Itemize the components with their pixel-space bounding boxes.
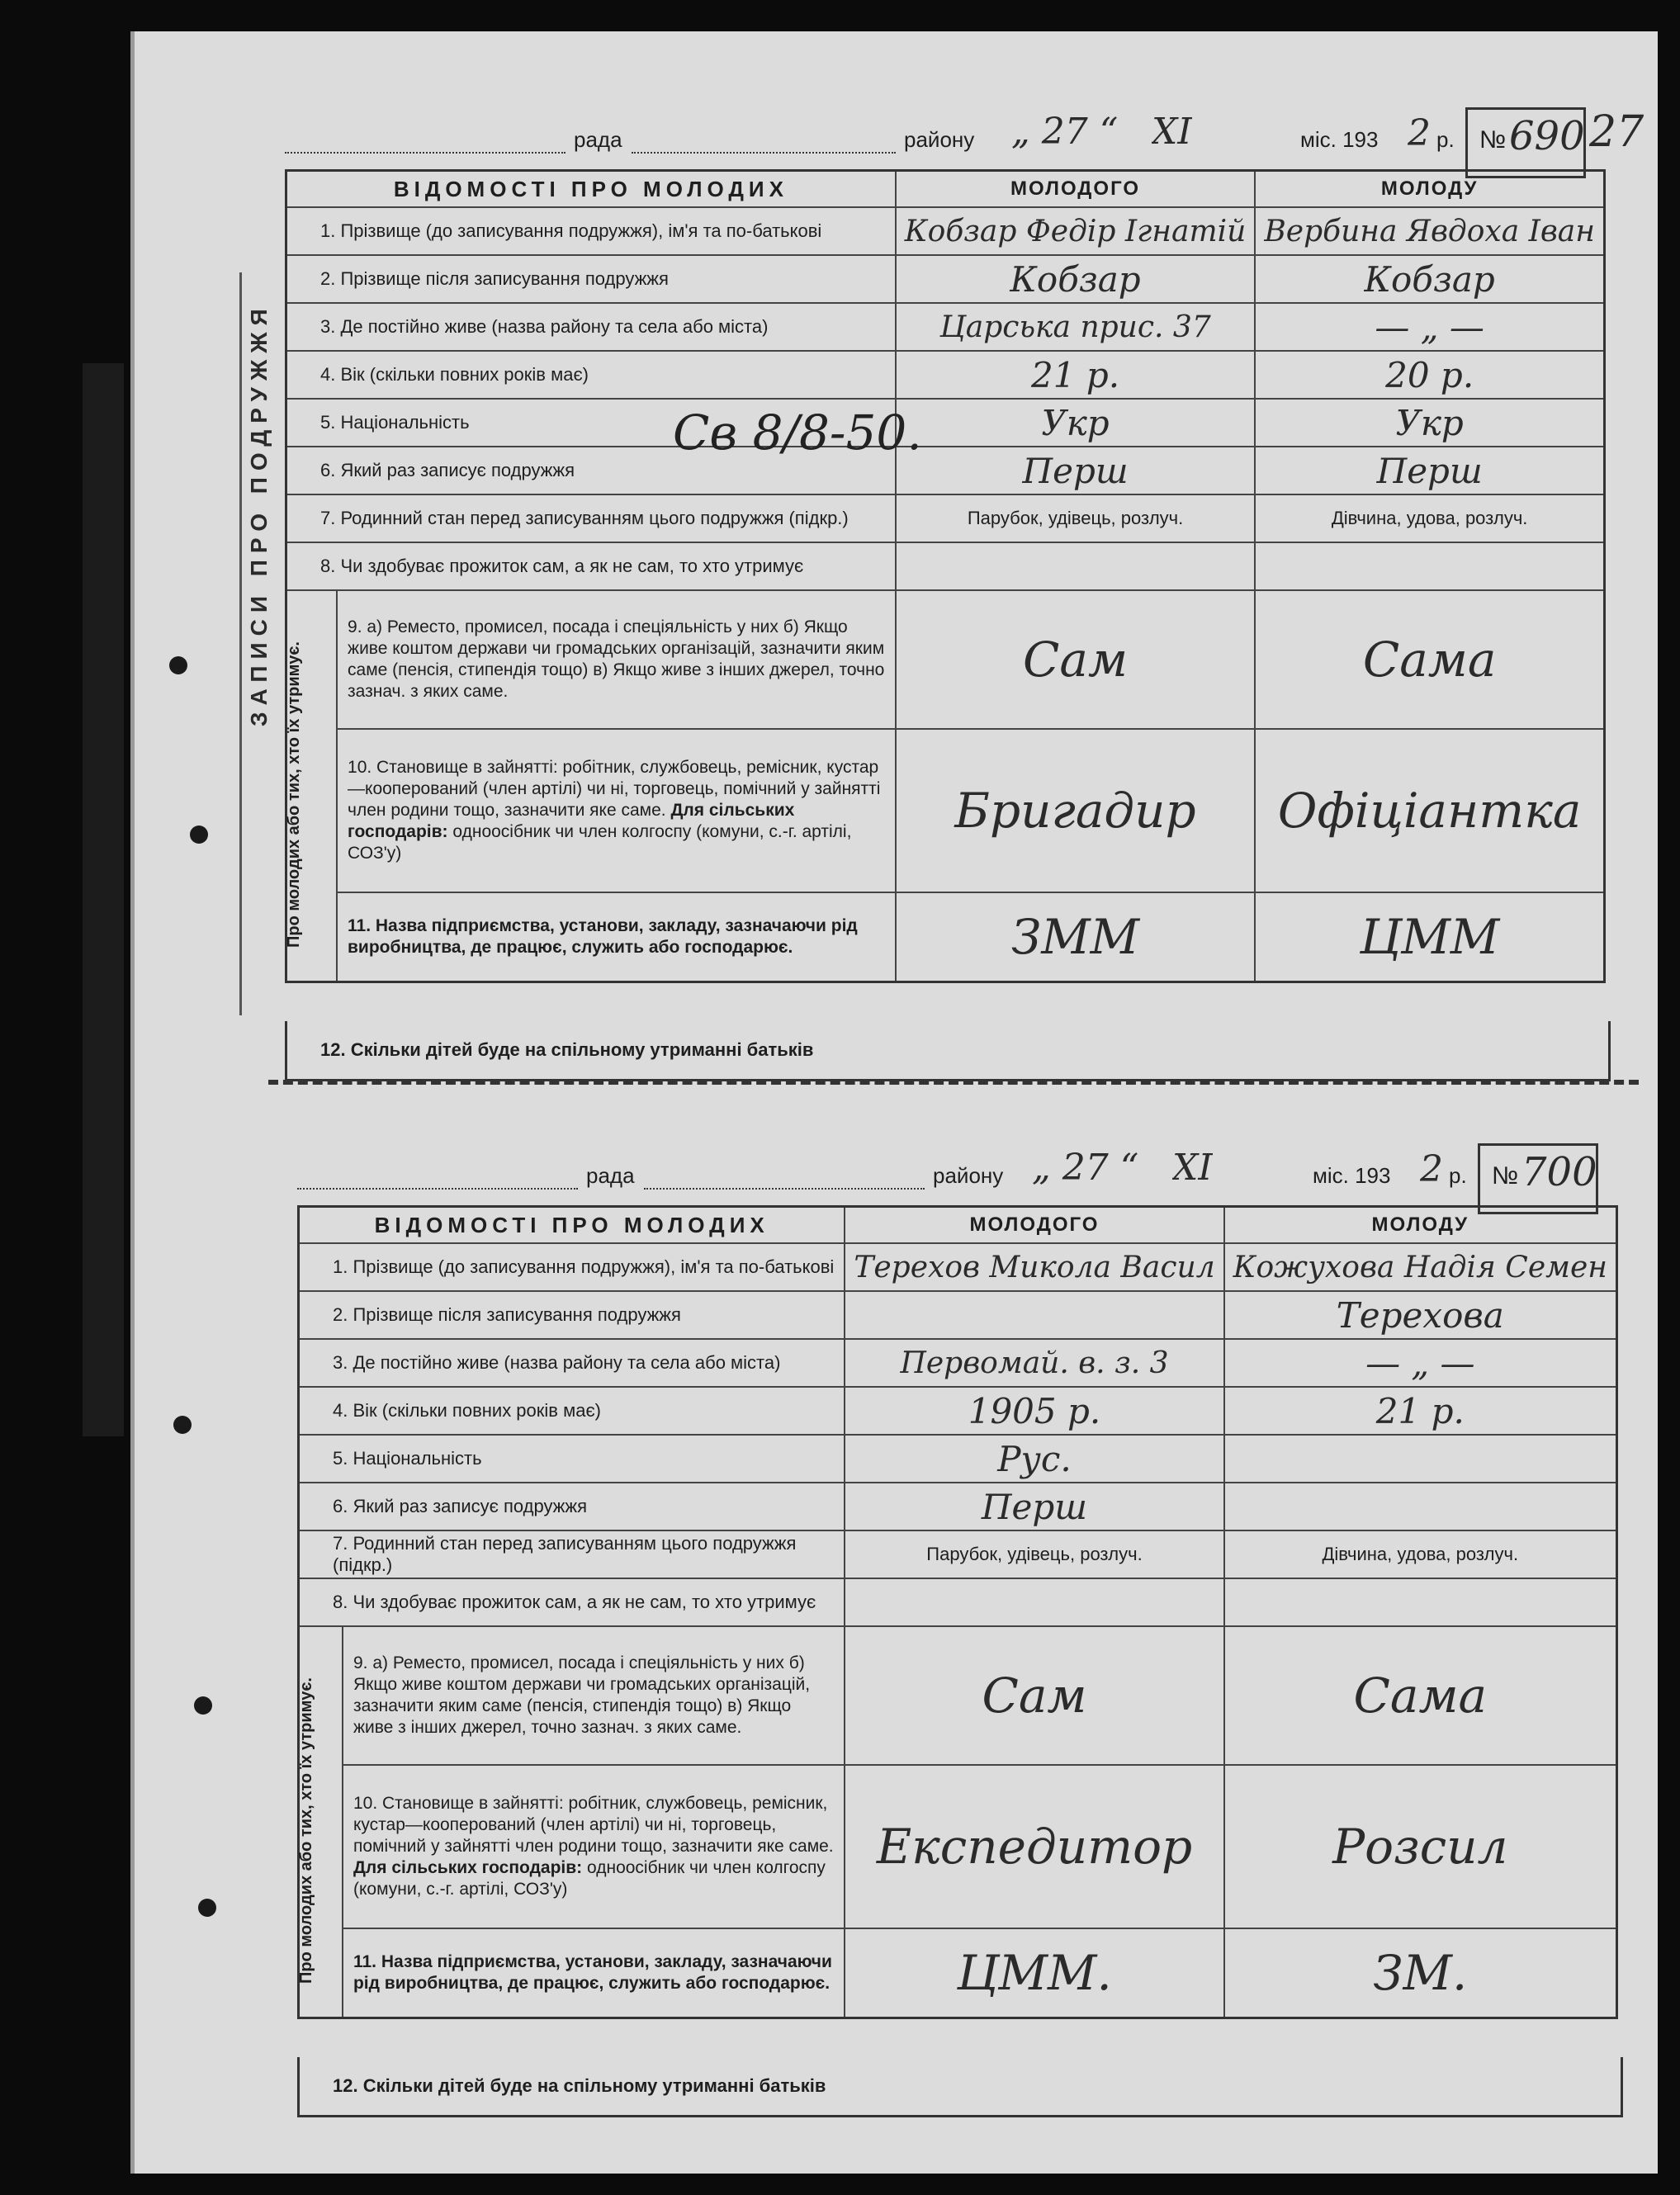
table-row [286, 255, 1605, 303]
month-label: міс. 193 [1300, 127, 1379, 152]
table-row [299, 1928, 1617, 2018]
row-label: 1. Прізвище (до записування подружжя), ім'я та по-батькові [299, 1243, 845, 1291]
bride-value: 20 р. [1255, 351, 1604, 399]
row-label: 8. Чи здобуває прожиток сам, а як не сам, то хто утримує [299, 1578, 845, 1626]
bride-value [1224, 1435, 1617, 1483]
row-label-tail: одноосібник чи член колгоспу (комуни, с.-г. артілі, СОЗ'у) [348, 822, 852, 863]
table-row [286, 399, 1605, 447]
groom-value [845, 1578, 1223, 1626]
groom-value: 1905 р. [845, 1387, 1223, 1435]
cut-line [268, 1080, 1639, 1085]
table-title: ВІДОМОСТІ ПРО МОЛОДИХ [299, 1207, 845, 1244]
raion-line [632, 152, 896, 154]
groom-value: Терехов Микола Васил [845, 1243, 1223, 1291]
groom-value: Рус. [845, 1435, 1223, 1483]
groom-value: Перш [845, 1483, 1223, 1530]
rada-line [285, 152, 566, 154]
table-row [299, 1626, 1617, 1765]
bride-value: — „ — [1255, 303, 1604, 351]
punch-hole [198, 1899, 216, 1917]
handwritten-stamp: Св 8/8-50. [673, 404, 922, 461]
bride-value: Розсил [1224, 1765, 1617, 1928]
row-label: 1. Прізвище (до записування подружжя), ім'я та по-батькові [286, 207, 896, 255]
groom-value: Кобзар [896, 255, 1256, 303]
row-label: 3. Де постійно живе (назва району та села або міста) [286, 303, 896, 351]
year-suffix: р. [1436, 127, 1455, 152]
groom-value: Царська прис. 37 [896, 303, 1256, 351]
groom-value: ЗММ [896, 892, 1256, 982]
punch-hole [169, 656, 187, 674]
groom-column-header: МОЛОДОГО [845, 1207, 1223, 1244]
bride-value: Вербина Явдоха Іван [1255, 207, 1604, 255]
groom-value: Кобзар Федір Ігнатій [896, 207, 1256, 255]
bride-value [1224, 1578, 1617, 1626]
table-row [286, 303, 1605, 351]
record-number: 700 [1521, 1149, 1597, 1195]
children-row [297, 2057, 1623, 2117]
row-label: 4. Вік (скільки повних років має) [299, 1387, 845, 1435]
table-row [299, 1291, 1617, 1339]
row-label: 7. Родинний стан перед записуванням цього подружжя (підкр.) [286, 494, 896, 542]
row-label: 7. Родинний стан перед записуванням цього подружжя (підкр.) [299, 1530, 845, 1578]
info-table [285, 169, 1606, 983]
side-label: Про молодих або тих, хто їх утримує. [285, 641, 303, 948]
groom-value: Експедитор [845, 1765, 1223, 1928]
bride-status-options: Дівчина, удова, розлуч. [1255, 494, 1604, 542]
groom-value: Бригадир [896, 729, 1256, 892]
bride-value: Кобзар [1255, 255, 1604, 303]
table-row [299, 1339, 1617, 1387]
table-row [286, 542, 1605, 590]
number-label: № [1479, 126, 1507, 154]
children-label: 12. Скільки дітей буде на спільному утриманні батьків [320, 1039, 814, 1060]
punch-hole [194, 1696, 212, 1715]
table-row [286, 207, 1605, 255]
bride-value: Сама [1224, 1626, 1617, 1765]
year-digit: 2 [1420, 1148, 1443, 1190]
row-label-tail: одноосібник чи член колгоспу (комуни, с.-г. артілі, СОЗ'у) [353, 1858, 826, 1899]
row-label: 2. Прізвище після записування подружжя [286, 255, 896, 303]
row-label: 9. а) Реместо, промисел, посада і спеціяльність у них б) Якщо живе коштом держави чи громадських організацій, зазначити яким саме (пенсія, стипендія тощо) в) Якщо живе з інших джерел, точно зазнач. з яких саме. [337, 590, 896, 729]
record-number: 690 [1509, 113, 1585, 159]
table-row [299, 1578, 1617, 1626]
bride-column-header: МОЛОДУ [1255, 171, 1604, 208]
info-table [297, 1205, 1618, 2019]
row-label: 4. Вік (скільки повних років має) [286, 351, 896, 399]
bride-value [1224, 1483, 1617, 1530]
row-label-bold: Для сільських господарів: [353, 1858, 583, 1877]
row-label: 3. Де постійно живе (назва району та села або міста) [299, 1339, 845, 1387]
year-digit: 2 [1408, 112, 1431, 154]
groom-value [896, 542, 1256, 590]
groom-value: Перш [896, 447, 1256, 494]
row-label-bold: Для сільських господарів: [348, 801, 795, 841]
spine-label: ЗАПИСИ ПРО ПОДРУЖЖЯ [246, 302, 272, 726]
bride-value: Перш [1255, 447, 1604, 494]
bride-value: Терехова [1224, 1291, 1617, 1339]
row-label: 9. а) Реместо, промисел, посада і спеціяльність у них б) Якщо живе коштом держави чи громадських організацій, зазначити яким саме (пенсія, стипендія тощо) в) Якщо живе з інших джерел, точно зазнач. з яких саме. [343, 1626, 845, 1765]
punch-hole [173, 1416, 192, 1434]
row-label: 5. Національність [286, 399, 896, 447]
groom-value [845, 1291, 1223, 1339]
side-label-cell [286, 590, 338, 982]
torn-edge [83, 363, 124, 1436]
corner-mark: 27 [1589, 107, 1645, 157]
children-label: 12. Скільки дітей буде на спільному утриманні батьків [333, 2075, 826, 2096]
row-label: 6. Який раз записує подружжя [299, 1483, 845, 1530]
side-label: Про молодих або тих, хто їх утримує. [297, 1677, 315, 1984]
row-label: 10. Становище в зайнятті: робітник, службовець, ремісник, кустар—кооперований (член артілі) чи ні, торговець, помічний у зайнятті член родини тощо, зазначити яке саме. [348, 758, 881, 820]
row-label-cell [337, 729, 896, 892]
row-label: 8. Чи здобуває прожиток сам, а як не сам, то хто утримує [286, 542, 896, 590]
date-month: XI [1172, 1147, 1213, 1189]
rada-label: рада [574, 127, 622, 152]
rada-line [297, 1188, 578, 1190]
rada-label: рада [586, 1163, 635, 1188]
record-number-box [1478, 1143, 1598, 1214]
groom-status-options: Парубок, удівець, розлуч. [896, 494, 1256, 542]
row-label: 10. Становище в зайнятті: робітник, службовець, ремісник, кустар—кооперований (член артілі) чи ні, торговець, помічний у зайнятті член родини тощо, зазначити яке саме. [353, 1794, 834, 1856]
table-row [286, 494, 1605, 542]
date-day: „ 27 “ [1032, 1147, 1139, 1189]
form-header [285, 107, 1645, 165]
table-row [299, 1530, 1617, 1578]
bride-value: ЦММ [1255, 892, 1604, 982]
date-month: XI [1152, 111, 1192, 153]
bride-value: — „ — [1224, 1339, 1617, 1387]
table-row [286, 351, 1605, 399]
row-label: 6. Який раз записує подружжя [286, 447, 896, 494]
table-title: ВІДОМОСТІ ПРО МОЛОДИХ [286, 171, 896, 208]
date-day: „ 27 “ [1011, 111, 1119, 153]
row-label: 11. Назва підприємства, установи, закладу, зазначаючи рід виробництва, де працює, служить або господарює. [337, 892, 896, 982]
groom-value: Сам [845, 1626, 1223, 1765]
year-suffix: р. [1449, 1163, 1467, 1188]
side-label-cell [299, 1626, 343, 2018]
row-label: 11. Назва підприємства, установи, закладу, зазначаючи рід виробництва, де працює, служить або господарює. [343, 1928, 845, 2018]
groom-column-header: МОЛОДОГО [896, 171, 1256, 208]
groom-value: Укр [896, 399, 1256, 447]
bride-value: Офіціантка [1255, 729, 1604, 892]
groom-value: 21 р. [896, 351, 1256, 399]
bride-value: Укр [1255, 399, 1604, 447]
bride-column-header: МОЛОДУ [1224, 1207, 1617, 1244]
row-label: 5. Національність [299, 1435, 845, 1483]
table-row [286, 729, 1605, 892]
table-row [299, 1243, 1617, 1291]
row-label-cell [343, 1765, 845, 1928]
table-row [299, 1387, 1617, 1435]
raion-line [644, 1188, 925, 1190]
bride-value: ЗМ. [1224, 1928, 1617, 2018]
raionu-label: району [933, 1163, 1004, 1188]
bride-value [1255, 542, 1604, 590]
number-label: № [1492, 1162, 1519, 1190]
groom-value: Сам [896, 590, 1256, 729]
table-row [299, 1435, 1617, 1483]
groom-value: ЦММ. [845, 1928, 1223, 2018]
table-row [299, 1765, 1617, 1928]
table-row [286, 447, 1605, 494]
punch-hole [190, 825, 208, 844]
groom-value: Первомай. в. з. 3 [845, 1339, 1223, 1387]
children-row [285, 1021, 1611, 1081]
groom-status-options: Парубок, удівець, розлуч. [845, 1530, 1223, 1578]
table-row [286, 892, 1605, 982]
row-label: 2. Прізвище після записування подружжя [299, 1291, 845, 1339]
bride-value: Кожухова Надія Семен [1224, 1243, 1617, 1291]
raionu-label: району [904, 127, 975, 152]
record-number-box [1465, 107, 1586, 178]
bride-value: Сама [1255, 590, 1604, 729]
bride-status-options: Дівчина, удова, розлуч. [1224, 1530, 1617, 1578]
form-header [297, 1147, 1610, 1201]
bride-value: 21 р. [1224, 1387, 1617, 1435]
table-row [286, 590, 1605, 729]
table-row [299, 1483, 1617, 1530]
month-label: міс. 193 [1313, 1163, 1391, 1188]
